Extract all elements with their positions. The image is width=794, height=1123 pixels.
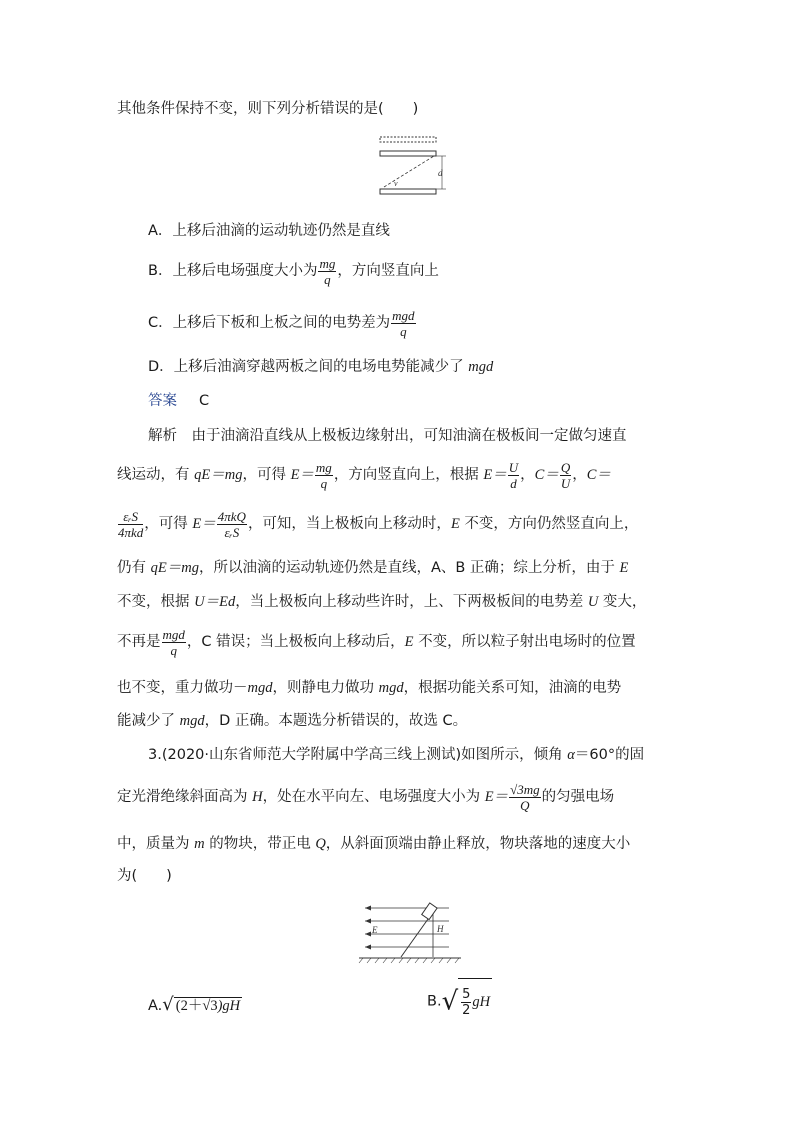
height-label: H	[437, 924, 444, 934]
option-d: D．上移后油滴穿越两板之间的电场电势能减少了 mgd	[148, 359, 494, 375]
fraction: $\frac{Q}{U}$	[560, 459, 571, 491]
option3-a: A.√ (2＋√3)gH	[148, 994, 241, 1015]
question3-line-4: 为( )	[117, 868, 172, 884]
oil-drop-trajectory	[384, 156, 434, 187]
question3-line-3: 中，质量为 m 的物块，带正电 Q，从斜面顶端由静止释放，物块落地的速度大小	[117, 836, 631, 852]
answer-line: 答案 C	[148, 393, 210, 409]
upper-plate-moved	[380, 151, 436, 156]
upper-plate-original	[380, 137, 436, 142]
analysis-line-5: 不变，根据 U＝Ed，当上极板向上移动些许时，上、下两极板间的电势差 U 变大，	[117, 594, 647, 610]
fraction: $\frac{\text{4πkQ}}{\text{εᵣS}}$	[217, 508, 246, 540]
analysis-line-1: 解析 由于油滴沿直线从上极板边缘射出，可知油滴在极板间一定做匀速直	[148, 428, 627, 444]
field-label: E	[372, 925, 378, 935]
capacitor-figure	[374, 134, 446, 202]
fraction: $\frac{mg}{q}$	[319, 255, 336, 287]
fraction: $\frac{\text{εᵣS}}{\text{4πkd}}$	[118, 508, 144, 540]
analysis-line-2: 线运动，有 qE＝mg，可得 E＝ $\frac{mg}{q}$ ，方向竖直向上，根据 E＝ $\frac{U}{d}$ ，C＝ $\frac{Q}{U}$ ，C＝	[117, 459, 611, 491]
fraction: $\frac{√3mg}{Q}$	[510, 781, 540, 813]
fraction: $\frac{U}{d}$	[508, 459, 519, 491]
option-a: A．上移后油滴的运动轨迹仍然是直线	[148, 223, 390, 239]
analysis-line-4: 仍有 qE＝mg，所以油滴的运动轨迹仍然是直线，A、B 正确；综上分析，由于 E	[117, 560, 629, 576]
option-c: C．上移后下板和上板之间的电势差为 $\frac{\text{mgd}}{q}$	[148, 307, 415, 339]
question3-line-2: 定光滑绝缘斜面高为 H，处在水平向左、电场强度大小为 E＝ $\frac{√3mg}{Q}$ 的匀强电场	[117, 781, 615, 813]
analysis-line-3: $\frac{\text{εᵣS}}{\text{4πkd}}$ ，可得 E＝ $\frac{\text{4πkQ}}{\text{εᵣS}}$ ，可知，当上极板向上移动时，E 不变，方向仍然竖直向上，	[118, 508, 639, 540]
block	[422, 903, 437, 920]
option3-b: B.√ $\frac{5}{2}$ gH	[427, 978, 492, 1025]
incline-figure	[357, 900, 467, 968]
velocity-label: v	[394, 179, 398, 188]
fraction: $\frac{\text{mgd}}{q}$	[162, 626, 185, 658]
question3-line-1: 3.(2020·山东省师范大学附属中学高三线上测试)如图所示，倾角 α＝60°的固	[148, 747, 645, 763]
option-b: B．上移后电场强度大小为 $\frac{mg}{q}$ ，方向竖直向上	[148, 255, 439, 287]
lower-plate	[380, 189, 436, 194]
fraction: $\frac{mg}{q}$	[315, 459, 332, 491]
analysis-line-7: 也不变，重力做功－mgd，则静电力做功 mgd，根据功能关系可知，油滴的电势	[117, 680, 622, 696]
analysis-line-8: 能减少了 mgd，D 正确。本题选分析错误的，故选 C。	[117, 713, 468, 729]
fraction: $\frac{\text{mgd}}{q}$	[392, 307, 415, 339]
analysis-line-6: 不再是 $\frac{\text{mgd}}{q}$ ，C 错误；当上极板向上移动后，E 不变，所以粒子射出电场时的位置	[117, 626, 636, 658]
distance-label: d	[438, 168, 443, 178]
question-stem-line: 其他条件保持不变，则下列分析错误的是( )	[117, 101, 419, 117]
